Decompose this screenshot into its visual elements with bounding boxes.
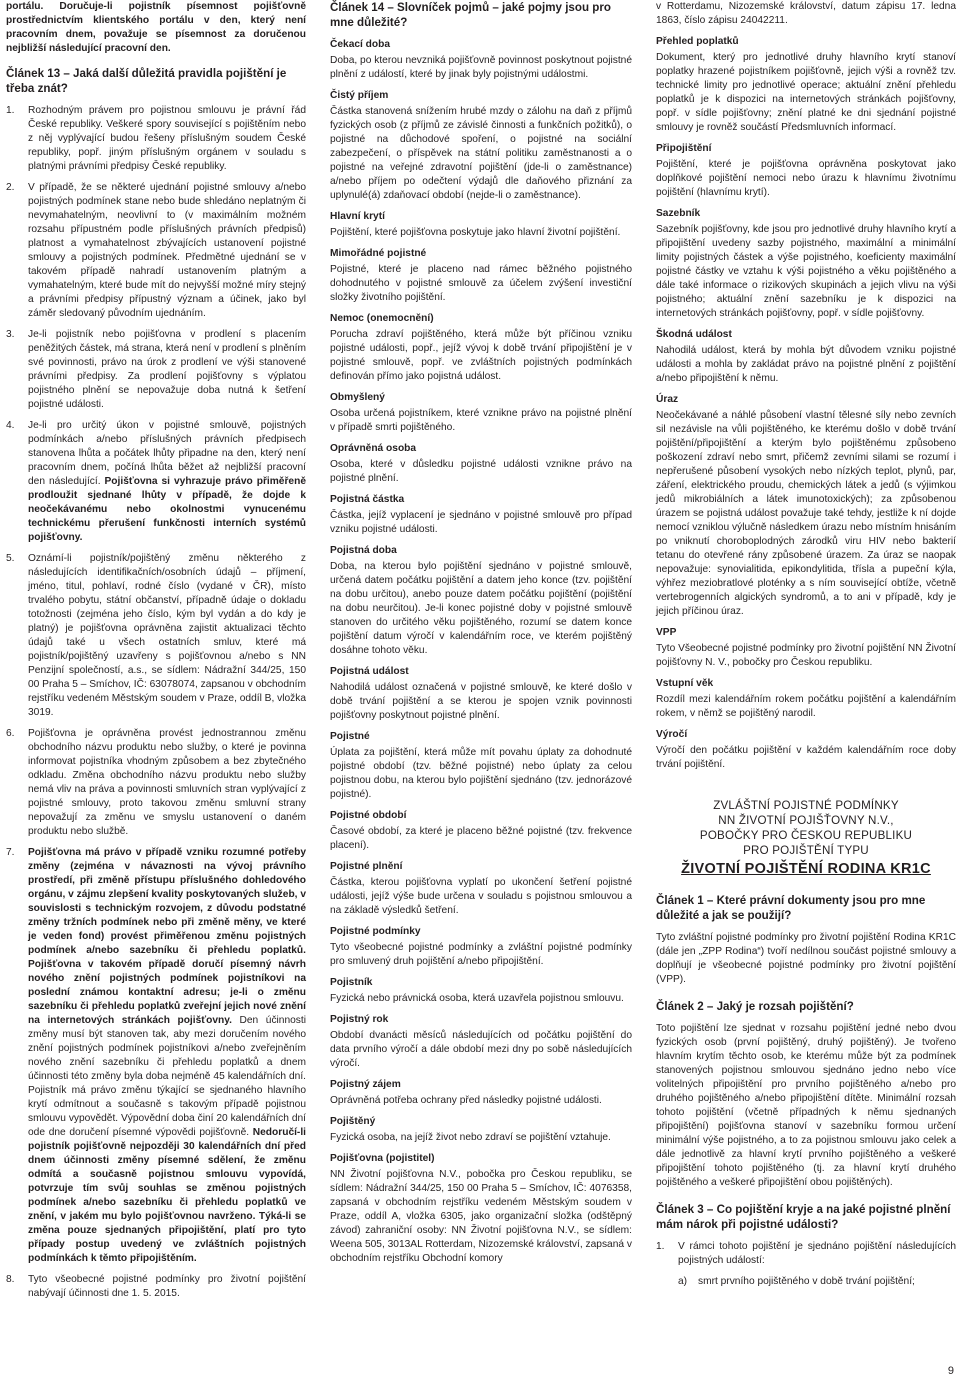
glossary-term: Pojistné podmínky [330, 926, 421, 937]
list-number: 5. [6, 553, 15, 564]
list-text [28, 104, 306, 174]
glossary-definition: Doba, na kterou bylo pojištění sjednáno v pojistné smlouvě, určená datem počátku pojištění a datem jeho konce (tzv. pojištění na dobu určitou), anebo pouze datem počátku pojištění (pojištění na dobu neurčitou). Je-li konec pojistné doby v pojistné smlouvě stanoven do určitého věku pojištěného, rozumí se datem konce pojištění datum výročí v kalendářním roce, ve kterém pojištěný dosáhne tohoto věku. [330, 561, 632, 656]
glossary-definition: Pojistné, které je placeno nad rámec běžného pojistného dohodnutého v pojistné smlouvě za účelem zvýšení investiční složky životního pojištění. [330, 264, 632, 303]
article-14-heading: Článek 14 – Slovníček pojmů – jaké pojmy jsou pro mne důležité? [330, 1, 611, 29]
list-text [28, 552, 306, 720]
list-item [6, 1273, 306, 1301]
glossary-term: Pojistná doba [330, 545, 397, 556]
glossary-term: Výročí [656, 729, 688, 740]
list-text [28, 1273, 306, 1301]
list-text-part: Oznámí-li pojistník/pojištěný změnu některého z následujících identifikačních/osobních údajů – příjmení, jméno, titul, pohlaví, rodné číslo (vydané v ČR), místo trvalého pobytu, státní občanství, případně údaje o dokladu totožnosti (zejména jeho číslo, kým byl vydán a do kdy je platný) je pojišťovna oprávněna zajistit aktualizaci těchto údajů také u všech ostatních smluv, které má pojistník/pojištěný uzavřeny s pojišťovnou a/nebo s NN Penzijní společností, a.s., se sídlem: Nádražní 344/25, 150 00 Praha 5 – Smíchov, IČ: 63078074, zapsanou v obchodním rejstříku vedeném Městským soudem v Praze, oddíl B, vložka 3019. [28, 553, 306, 718]
column-right [656, 0, 956, 1293]
glossary-term: Pojistná částka [330, 494, 405, 505]
glossary-definition: Osoba určená pojistníkem, které vznikne právo na pojistné plnění v případě smrti pojištěného. [330, 408, 632, 433]
glossary-term: Pojistník [330, 977, 373, 988]
list-number: 8. [6, 1274, 15, 1285]
list-number: 1. [656, 1241, 665, 1252]
glossary-definition: Osoba, které v důsledku pojistné události vznikne právo na pojistné plnění. [330, 459, 632, 484]
glossary-definition: Sazebník pojišťovny, kde jsou pro jednotlivé druhy hlavního krytí a připojištění uvedeny sazby pojistného, maximální a minimální limity pojistných částek a výše pojistného, koeficienty maximální pojistné částky ve vztahu k výši pojistného a věku pojištěného a dále také informace o rizikových skupinách a jejich vlivu na výši pojistného; aktuální znění sazebníku je k dispozici na internetových stránkách pojišťovny, popř. v sídle pojišťovny. [656, 224, 956, 319]
article-1-text: Tyto zvláštní pojistné podmínky pro životní pojištění Rodina KR1C (dále jen „ZPP Rodina“) tvoří nedílnou součást pojistné smlouvy a doplňují je všeobecné pojistné podmínky pro životní pojištění (VPP). [656, 932, 956, 985]
glossary-definition: Období dvanácti měsíců následujících od počátku pojištění do data prvního výročí a dále období mezi dny po sobě následujících výročí. [330, 1030, 632, 1069]
zpp-heading-line: NN ŽIVOTNÍ POJIŠŤOVNY N.V., [718, 814, 894, 827]
glossary-term: Pojistný rok [330, 1014, 389, 1025]
list-text-part: V případě, že se některé ujednání pojistné smlouvy a/nebo pojistných podmínek stane nebo bude shledáno neplatným či nevymahatelným, neovlivní to (v maximálním možném rozsahu přípustném podle příslušných právních předpisů) platnost a vymahatelnost zbývajících ustanovení pojistné smlouvy a pojistných podmínek. Předmětné ujednání se v takovém případě nahradí ustanovením platným a vymahatelným, které bude mít do nejvyšší možné míry stejný a právními předpisy přípustný význam a účinek, jako byl záměr sledovaný původním ujednáním. [28, 182, 306, 319]
glossary-definition: Fyzická osoba, na jejíž život nebo zdraví se pojištění vztahuje. [330, 1132, 611, 1143]
glossary-definition: Porucha zdraví pojištěného, která může být příčinou vzniku pojistné události, popř., jejíž vývoj k době trvání připojištění je v pojistné smlouvě, popř. ve zvláštních pojistných podmínkách definován přímo jako pojistná událost. [330, 329, 632, 382]
glossary-term: Obmyšlený [330, 392, 385, 403]
glossary-definition: Fyzická nebo právnická osoba, která uzavřela pojistnou smlouvu. [330, 993, 624, 1004]
intro-text [6, 0, 306, 56]
glossary-term: Oprávněná osoba [330, 443, 417, 454]
list-item [6, 846, 306, 1266]
article-2-text: Toto pojištění lze sjednat v rozsahu pojištění jedné nebo dvou fyzických osob (první pojištěný, druhý pojištěný). Je tvořeno hlavním krytím těchto osob, ke kterému může být za podmínek stanovených pojistnou smlouvou sjednáno jedno nebo více volitelných připojištění pro prvního pojištěného a/nebo pro druhého pojištěného a/nebo připojištění dítěte. Minimální rozsah tohoto pojištění (včetně případných k němu sjednaných připojištění) pojišťovna stanoví v sazebníku formou určení minimální výše pojistného, a to za pojistnou smlouvu jako celek a dále jednotlivě za hlavní krytí prvního pojištěného a veškeré připojištění tohoto pojištěného (tj. za hlavní krytí druhého pojištěného a veškeré připojištění obou pojištěných). [656, 1023, 956, 1188]
glossary-term: Pojistná událost [330, 666, 409, 677]
glossary-definition: Výročí den počátku pojištění v každém kalendářním roce doby trvání pojištění. [656, 745, 956, 770]
list-text-part: Je-li pojistník nebo pojišťovna v prodlení s placením peněžitých částek, má strana, která není v prodlení s plněním své povinnosti, právo na úrok z prodlení ve výši stanovené právními předpisy. Za prodlení pojišťovny s výplatou pojistného plnění se nepovažuje doba nutná k šetření pojistné události. [28, 329, 306, 410]
page-number: 9 [947, 1365, 954, 1377]
list-text-part: Pojišťovna je oprávněna provést jednostrannou změnu obchodního názvu produktu nebo služby, o které je povinna informovat pojistníka vhodným způsobem a bez zbytečného odkladu. Změna obchodního názvu produktu nebo služby nemá vliv na práva a povinnosti smluvních stran vyplývající z pojistné smlouvy, proto takovou změnu smluvní strany nepovažují za změnu ve smyslu ustanovení o daném produktu nebo službě. [28, 728, 306, 837]
zpp-heading [656, 798, 956, 858]
glossary-list [330, 38, 632, 1266]
glossary-definition: Pojištění, které pojišťovna poskytuje jako hlavní životní pojištění. [330, 227, 621, 238]
article-1-heading: Článek 1 – Které právní dokumenty jsou pro mne důležité a jak se použijí? [656, 894, 926, 922]
list-text-part: Rozhodným právem pro pojistnou smlouvu je právní řád České republiky. Veškeré spory související s pojištěním nebo z něj vyplývající budou řešeny příslušným soudem České republiky, popř. jiným příslušným orgánem v souladu s platnými právními předpisy České republiky. [28, 105, 306, 172]
list-item [6, 419, 306, 545]
list-text [28, 727, 306, 839]
column-left [6, 0, 306, 1308]
list-text-part: Den účinnosti změny musí být stanoven tak, aby mezi doručením nového znění pojistných podmínek pojistníkovi a/nebo zveřejněním nového znění sazebníku či přehledu poplatků a dnem účinnosti této změny byla doba nejméně 45 kalendářních dní. Pojistník má právo změnu týkající se sjednaného hlavního krytí odmítnout a současně s takovým případě pojistnou smlouvu vypovědět. Výpovědní doba činí 20 kalendářních dní ode dne doručení písemné výpovědi pojišťovně. [28, 1015, 306, 1138]
list-number: 6. [6, 728, 15, 739]
glossary-definition: Úplata za pojištění, která může mít povahu úplaty za dohodnuté pojistné období (tzv. běžné pojistné) nebo úplaty za celou pojistnou dobu, na kterou bylo pojištění sjednáno (tzv. jednorázové pojistné). [330, 747, 632, 800]
glossary-term: Pojišťovna (pojistitel) [330, 1153, 435, 1164]
list-item [6, 328, 306, 412]
list-text [28, 846, 306, 1266]
list-text: V rámci tohoto pojištění je sjednáno pojištění následujících pojistných událostí: [678, 1241, 956, 1266]
glossary-definition: Částka stanovená snížením hrubé mzdy o zálohu na daň z příjmů fyzických osob (z příjmů ze závislé činnosti a funkčních požitků), o pojistné na důchodové spoření, o pojistné na sociální zabezpečení, o příspěvek na státní politiku zaměstnanosti a o pojistné na veřejné zdravotní pojištění (jde-li o zaměstnance) a/nebo příjem po odečtení výdajů dle daňového přiznání za uplynulé(á) zdaňovací období (nejde-li o zaměstnance). [330, 106, 632, 201]
glossary-term: Čistý příjem [330, 90, 389, 101]
glossary-definition: Částka, jejíž vyplacení je sjednáno v pojistné smlouvě pro případ vzniku pojistné události. [330, 510, 632, 535]
list-number: 2. [6, 182, 15, 193]
glossary-term: Úraz [656, 394, 679, 405]
zpp-title: ŽIVOTNÍ POJIŠTĚNÍ RODINA KR1C [681, 861, 931, 877]
article-3-heading: Článek 3 – Co pojištění kryje a na jaké pojistné plnění mám nárok při pojistné události? [656, 1203, 951, 1231]
glossary-definition: Nahodilá událost, která by mohla být důvodem vzniku pojistné události a mohla by zakládat právo na pojistné plnění z pojištění a/nebo připojištění k němu. [656, 345, 956, 384]
list-text-part: Je-li pro určitý úkon v pojistné smlouvě, pojistných podmínkách a/nebo příslušných právních předpisech stanovena lhůta a počátek lhůty připadne na den, který není pracovním dnem, počíná lhůta běžet až nejbližší pracovní den následující. [28, 420, 306, 487]
glossary-term: Pojistné plnění [330, 861, 403, 872]
article-2-heading: Článek 2 – Jaký je rozsah pojištění? [656, 1000, 854, 1013]
glossary-definition: Rozdíl mezi kalendářním rokem počátku pojištění a kalendářním rokem, v němž se pojištěný narodil. [656, 694, 956, 719]
sub-list-text: smrt prvního pojištěného v době trvání pojištění; [698, 1276, 915, 1287]
glossary-term: Pojištěný [330, 1116, 376, 1127]
list-text-part: Tyto všeobecné pojistné podmínky pro životní pojištění nabývají účinnosti dne 1. 5. 2015. [28, 1274, 306, 1299]
list-text-part: Pojišťovna má právo v případě vzniku rozumné potřeby změny (zejména v návaznosti na vývoj právního prostředí, při změně přístupu příslušného dohledového orgánu, v zájmu zlepšení kvality poskytovaných služeb, v souvislosti s technickým rozvojem, z důvodu podstatné změny tržních podmínek nebo při změně měny, ve které je veden fond) provést přiměřenou změnu pojistných podmínek a/nebo sazebníku či přehledu poplatků. Pojišťovna v takovém případě doručí písemný návrh nového znění pojistných podmínek pojistníkovi na poslední známou kontaktní adresu; je-li o změnu sazebníku či přehledu poplatků zveřejní jejich nové znění na internetových stránkách pojišťovny. [28, 847, 306, 1026]
glossary-term: Škodná událost [656, 329, 732, 340]
glossary-term: Pojistný zájem [330, 1079, 401, 1090]
glossary-definition: Doba, po kterou nevzniká pojišťovně povinnost poskytnout pojistné plnění z událostí, které by jinak byly pojistnými událostmi. [330, 55, 632, 80]
glossary-definition: Částka, kterou pojišťovna vyplatí po ukončení šetření pojistné události, jejíž výše bude určena v souladu s pojistnou smlouvou a na základě výsledků šetření. [330, 877, 632, 916]
glossary-term: Přehled poplatků [656, 36, 739, 47]
glossary-term: Sazebník [656, 208, 701, 219]
glossary-term: Vstupní věk [656, 678, 714, 689]
glossary-term: Čekací doba [330, 39, 391, 50]
glossary-list-continued [656, 35, 956, 772]
list-number: 3. [6, 329, 15, 340]
zpp-heading-line: PRO POJIŠTĚNÍ TYPU [743, 844, 869, 857]
glossary-term: Hlavní krytí [330, 211, 385, 222]
glossary-term: Nemoc (onemocnění) [330, 313, 434, 324]
article-13-heading: Článek 13 – Jaká další důležitá pravidla pojištění je třeba znát? [6, 67, 287, 95]
glossary-definition: NN Životní pojišťovna N.V., pobočka pro Českou republiku, se sídlem: Nádražní 344/25, 150 00 Praha 5 – Smíchov, IČ: 4076358, zapsaná v obchodním rejstříku vedeném Městským soudem v Praze, oddíl A, vložka 6305, jako organizační složka (odštěpný závod) zahraniční osoby: NN Životní pojišťovna N.V., se sídlem: Weena 505, 3013AL Rotterdam, Nizozemské království, zapsaná v obchodním rejstříku Obchodní komory [330, 1169, 632, 1264]
glossary-definition: Oprávněná potřeba ochrany před následky pojistné události. [330, 1095, 602, 1106]
intro-paragraph: portálu. Doručuje-li pojistník písemnost pojišťovně prostřednictvím klientského portálu v den, který není pracovním dnem, považuje se písemnost za doručenou nejbližší následující pracovní den. [6, 1, 306, 54]
list-item [6, 104, 306, 174]
zpp-heading-line: ZVLÁŠTNÍ POJISTNÉ PODMÍNKY [713, 799, 899, 812]
list-item [6, 552, 306, 720]
list-text-part: Pojišťovna si vyhrazuje právo přiměřeně prodloužit sjednané lhůty v případě, že dojde k neočekávanému nebo okolnostmi vynucenému technickému přerušení funkčnosti interních systémů pojišťovny. [28, 476, 306, 543]
list-number: 1. [6, 105, 15, 116]
list-number: 4. [6, 420, 15, 431]
glossary-definition: Pojištění, které je pojišťovna oprávněna poskytovat jako doplňkové pojištění nemoci nebo úrazu k hlavnímu životnímu pojištění (hlavnímu krytí). [656, 159, 956, 198]
glossary-term: Připojištění [656, 143, 712, 154]
glossary-term: Pojistné období [330, 810, 407, 821]
list-number: 7. [6, 847, 15, 858]
zpp-heading-line: POBOČKY PRO ČESKOU REPUBLIKU [699, 829, 913, 842]
column-middle [330, 0, 632, 1272]
article-3-list [656, 1240, 956, 1289]
list-text [28, 419, 306, 545]
list-item [6, 181, 306, 321]
glossary-definition: Tyto všeobecné pojistné podmínky a zvláštní pojistné podmínky pro smluvený druh pojištění a/nebo připojištění. [330, 942, 632, 967]
glossary-definition: Dokument, který pro jednotlivé druhy hlavního krytí stanoví poplatky hrazené pojistníkem pojišťovně, jejich výši a rovněž tzv. technické limity pro jednotlivé operace; aktuální znění přehledu poplatků je k dispozici na internetových stránkách pojišťovny, popř. v sídle pojišťovny; znění platné ke dni sjednání pojistné smlouvy je rovněž součástí Předsmluvních informací. [656, 52, 956, 133]
list-item [656, 1240, 956, 1268]
sub-list-item [678, 1275, 956, 1289]
glossary-definition: Nahodilá událost označená v pojistné smlouvě, ke které došlo v době trvání pojištění a se kterou je spojen vznik povinnosti pojišťovny poskytnout pojistné plnění. [330, 682, 632, 721]
glossary-definition: Tyto Všeobecné pojistné podmínky pro životní pojištění NN Životní pojišťovny N. V., pobočky pro Českou republiku. [656, 643, 956, 668]
glossary-term: Pojistné [330, 731, 370, 742]
list-text-part: Nedoručí-li pojistník pojišťovně nejpozději 30 kalendářních dní před dnem účinnosti změny písemné sdělení, že změnu odmítá a současně pojistnou smlouvu vypovídá, potvrzuje tím svůj souhlas se změnou pojistných podmínek a/nebo sazebníku či přehledu poplatků ve znění, v jakém mu bylo pojišťovnou navrženo. Týká-li se změna pouze sjednaných připojištění, platí pro tyto případy postup uvedený ve zvláštních pojistných podmínkách k těmto připojištěním. [28, 1127, 306, 1264]
article-13-list [6, 104, 306, 1301]
list-text [28, 328, 306, 412]
sub-list-letter: a) [678, 1276, 688, 1287]
list-item [6, 727, 306, 839]
glossary-definition: Neočekávané a náhlé působení vlastní tělesné síly nebo zevních sil nezávisle na vůli pojištěného, ke kterému došlo v době trvání pojištění/připojištění a kterým bylo pojištěnému způsobeno poškození zdraví nebo smrt, přičemž zevními silami se rozumí i nepřerušené působení vysokých nebo nízkých teplot, plynů, par, záření, elektrického proudu, chemických látek a jedů (s výjimkou jedů mikrobiálních a látek imunotoxických); za způsobenou úrazem se pojistná událost považuje také tehdy, jestliže k ní dojde nemocí vzniklou výlučně následkem úrazu nebo místním hnisáním po vniknutí choroboplodných zárodků viru HIV nebo bakterií tetanu do otevřené rány způsobené úrazem. Za úraz se naopak nepovažuje: synovialitida, epikondylitida, třísla a pupeční kýla, výhřez meziobratlové ploténky a s ním související obtíže, včetně vertebrogenních algických syndromů, a to ani v případě, kdy je jejich příčinou úraz. [656, 410, 956, 617]
list-text [28, 181, 306, 321]
glossary-continuation: v Rotterdamu, Nizozemské království, datum zápisu 17. ledna 1863, číslo zápisu 24042211. [656, 1, 956, 26]
glossary-term: Mimořádné pojistné [330, 248, 427, 259]
glossary-term: VPP [656, 627, 677, 638]
glossary-definition: Časové období, za které je placeno běžné pojistné (tzv. frekvence placení). [330, 826, 632, 851]
